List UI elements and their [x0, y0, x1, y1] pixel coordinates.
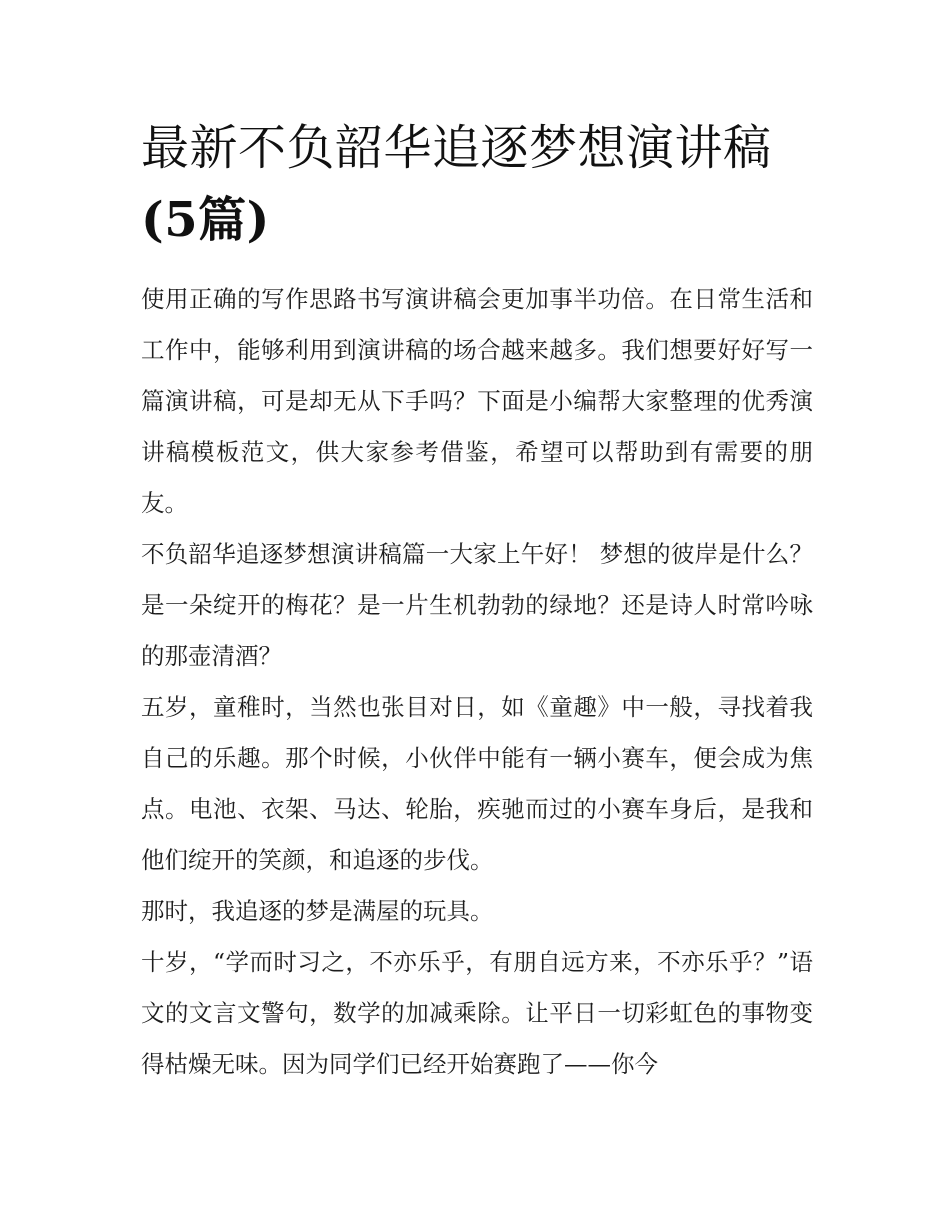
- document-page: [141, 112, 813, 1090]
- title-count: (5篇): [141, 192, 270, 248]
- document-title: [141, 112, 813, 256]
- paragraph: 不负韶华追逐梦想演讲稿篇一大家上午好！ 梦想的彼岸是什么？是一朵绽开的梅花？是一片生机勃勃的绿地？还是诗人时常吟咏的那壶清酒？: [141, 540, 813, 670]
- paragraph: 那时，我追逐的梦是满屋的玩具。: [141, 897, 494, 925]
- title-main: 最新不负韶华追逐梦想演讲稿: [141, 120, 772, 176]
- paragraph: 五岁，童稚时，当然也张目对日，如《童趣》中一般，寻找着我自己的乐趣。那个时候，小伙伴中能有一辆小赛车，便会成为焦点。电池、衣架、马达、轮胎，疾驰而过的小赛车身后，是我和他们绽开的笑颜，和追逐的步伐。: [141, 693, 813, 874]
- document-body: [141, 274, 813, 1090]
- intro-paragraph: 使用正确的写作思路书写演讲稿会更加事半功倍。在日常生活和工作中，能够利用到演讲稿的场合越来越多。我们想要好好写一篇演讲稿，可是却无从下手吗？下面是小编帮大家整理的优秀演讲稿模板范文，供大家参考借鉴，希望可以帮助到有需要的朋友。: [141, 285, 813, 517]
- paragraph: 十岁，“学而时习之，不亦乐乎，有朋自远方来，不亦乐乎？”语文的文言文警句，数学的加减乘除。让平日一切彩虹色的事物变得枯燥无味。因为同学们已经开始赛跑了——你今: [141, 948, 813, 1078]
